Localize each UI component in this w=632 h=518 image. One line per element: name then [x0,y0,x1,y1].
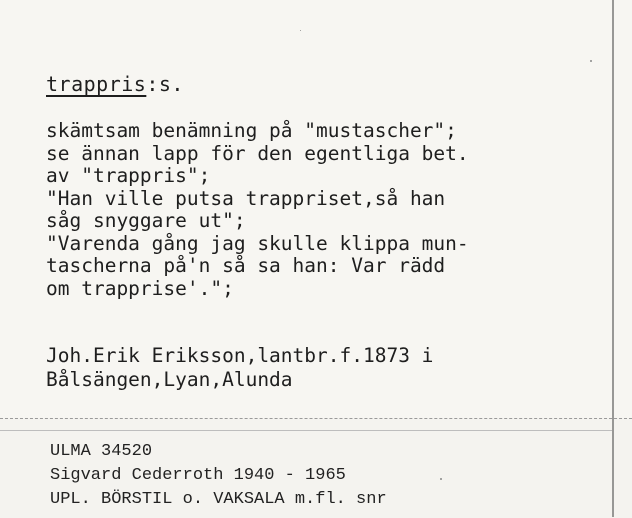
headword-term: trappris [46,72,147,96]
definition-line: av "trappris"; [46,164,211,187]
cut-line [0,418,632,420]
definition-line: om trapprise'."; [46,276,234,300]
paper-speck [440,478,442,480]
definition-text [46,120,469,300]
headword [46,72,184,96]
source-line: Joh.Erik Eriksson,lantbr.f.1873 i [46,344,434,367]
definition-line: tascherna på'n så sa han: Var rädd [46,254,446,277]
informant-source [46,344,433,392]
collector: Sigvard Cederroth 1940 - 1965 [50,466,346,485]
definition-line: såg snyggare ut"; [46,209,246,232]
definition-line: se ännan lapp för den egentliga bet. [46,141,469,165]
archive-metadata [50,440,387,512]
definition-line: skämtsam benämning på "mustascher"; [46,119,457,142]
source-line: Bålsängen,Lyan,Alunda [46,368,293,391]
archive-id: ULMA 34520 [50,442,153,461]
card-edge [612,0,614,517]
definition-line: "Varenda gång jag skulle klippa mun- [46,231,469,255]
definition-line: "Han ville putsa trappriset,så han [46,186,446,210]
paper-speck [300,30,301,31]
area: UPL. BÖRSTIL o. VAKSALA m.fl. snr [50,490,387,509]
paper-speck [590,60,592,62]
headword-suffix: :s. [146,72,184,96]
